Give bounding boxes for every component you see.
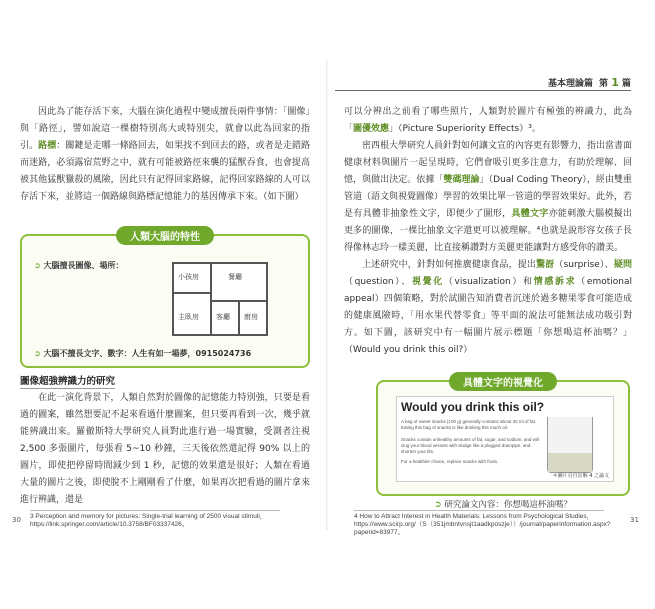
room-master: 主臥房 (178, 313, 199, 321)
right-body-text (344, 104, 632, 359)
highlight-picture-superiority: 圖優效應 (353, 124, 390, 134)
room-kids: 小孩房 (178, 273, 199, 281)
right-paragraph-1: 可以分辨出之前看了哪些照片，人類對於圖片有極強的辨識力，此為「圖優效應」（Picture Superiority Effects）³。 (344, 107, 632, 134)
chapter-number: 1 (611, 76, 619, 89)
room-living: 客廳 (216, 313, 230, 321)
footnote-right: 4 How to Attract Interest in Health Materials: Lessons from Psychological Studies，https://www.scirp.org/（S（351jmbntvnsjt1aadkposzje））/journal/paperinformation.aspx?paperid=83977。 (354, 513, 611, 536)
chapter-label: 第 1 篇 (599, 76, 631, 89)
highlight-concrete-words: 具體文字 (511, 209, 549, 219)
floor-plan (172, 262, 268, 336)
oil-liquid (548, 453, 592, 472)
oil-box-title: 具體文字的視覺化 (449, 372, 557, 391)
highlight-dual-coding: 雙碼理論 (443, 175, 480, 185)
page-number-right: 31 (630, 516, 639, 524)
oil-ad-image (396, 396, 614, 482)
ad-text-3: For a healthier choice, replace snacks with fruits. (401, 459, 499, 464)
page-number-left: 30 (12, 516, 21, 524)
left-paragraph-2: 在此一演化背景下，人類自然對於圖像的記憶能力特別強，只要是看過的圖案，雖然想要記不起來看過什麼圖案，但只要再看到一次，幾乎就能辨識出來。羅徹斯特大學研究人員對此進行過一場實驗，受測者注視 2,500 多張圖片，每張看 5~10 秒鐘，三天後依然還記得 90% 以上的圖片，即使把停留時間減少到 1 秒，記憶的效果還是很好；人類在看過大量的圖片之後，即使脫不上剛剛看了什麼，如果再次把看過的圖片拿來進行辨識，還是 (20, 393, 310, 505)
running-head (548, 76, 631, 89)
right-paragraph-2: 密西根大學研究人員針對如何讓文宣的內容更有影響力，指出當書面健康材料與圖片一起呈現時，它們會吸引更多注意力，有助於理解、回憶，與做出決定。依據「雙碼理論」（Dual Coding Theory），經由雙重管道（語文與視覺圖像）學習的效果比單一管道的學習效果好。此外，若是有具體非抽象性文字，即便少了圖形，具體文字亦能刺激大腦模擬出更多的圖像，一棵比抽象文字還更可以被理解。⁴也就是說形容女孩子長得像林志玲一樣美麗，比直接稱讚對方美麗更能讓對方感受你的讚美。 (344, 141, 633, 253)
left-paragraph-1: 因此為了能存活下來，大腦在演化過程中變成擅長兩件事情：「圖像」與「路徑」，譬如說這一棵樹特別高大或特別尖，就會以此為回家的指引。路標：關鍵是走哪一條路回去，如果找不到回去的路，或者是走錯路而迷路，必須露宿荒野之中，就有可能被路徑來襲的猛獸吞食，也會提高被其他猛獸獵殺的風險，因此只有記得回家路線，記得回家路線的人可以存活下來，並將這一個路線與路標記憶能力的基因傳承下來。（如下圖） (20, 107, 310, 202)
footnote-rule-right (354, 510, 604, 511)
book-spine (326, 60, 328, 530)
oil-box-caption: ➲ 研究論文內容：你想喝這杯油嗎？ (434, 500, 572, 510)
footnote-left: 3 Perception and memory for pictures: Single-trial learning of 2500 visual stimuli，https://link.springer.com/article/10.3758/BF03337426。 (30, 513, 267, 528)
ad-headline: Would you drink this oil? (401, 400, 545, 414)
room-kitchen: 廚房 (244, 313, 258, 321)
left-body-text-2 (20, 390, 310, 509)
arrow-icon: ➲ (434, 500, 442, 510)
ad-text-2: Snacks contain unhealthy amounts of fat, sugar, and sodium, and will clog your blood vessels with sludge like a plugged drainpipe, and shorten your life. (401, 437, 539, 454)
arrow-icon: ➲ (34, 349, 41, 358)
highlight-landmark: 路標 (38, 141, 57, 151)
footnote-rule-left (30, 510, 280, 511)
room-dining: 餐廳 (228, 273, 242, 281)
ad-text-1: A bag of sweet snacks (100 g) generally contains about 30 ml of fat. Eating this bag of snacks is like drinking this much oil. (401, 419, 537, 430)
beaker-icon (547, 417, 593, 473)
arrow-icon: ➲ (34, 261, 41, 270)
section-heading: 圖像超強辨識力的研究 (20, 373, 115, 389)
brain-box-title: 人類大腦的特性 (116, 226, 214, 245)
running-head-title: 基本理論篇 (548, 79, 594, 89)
header-rule (335, 90, 631, 91)
ad-source-caption: ＊圖片引自註解 4 之論文 (552, 473, 609, 479)
right-paragraph-3: 上述研究中，針對如何推廣健康食品，提出驚訝（surprise）、疑問（question）、視覺化（visualization）和情感訴求（emotional appeal）四個策略，對於試圖告知消費者沉迷於過多糖果零食可能造成的健康風險時，「用水果代替零食」等平面的說法可能無法成功吸引對方。如下圖，該研究中有一幅圖片展示標題「你想喝這杯油嗎？」（Would you drink this oil?） (344, 260, 632, 355)
brain-bad-line: ➲ 大腦不擅長文字、數字：人生有如一場夢，0915024736 (34, 349, 252, 358)
brain-good-line: ➲ 大腦擅長圖像、場所： (34, 261, 124, 270)
brain-traits-box (20, 234, 310, 368)
left-body-text (20, 104, 310, 206)
oil-visualization-box (376, 378, 630, 510)
